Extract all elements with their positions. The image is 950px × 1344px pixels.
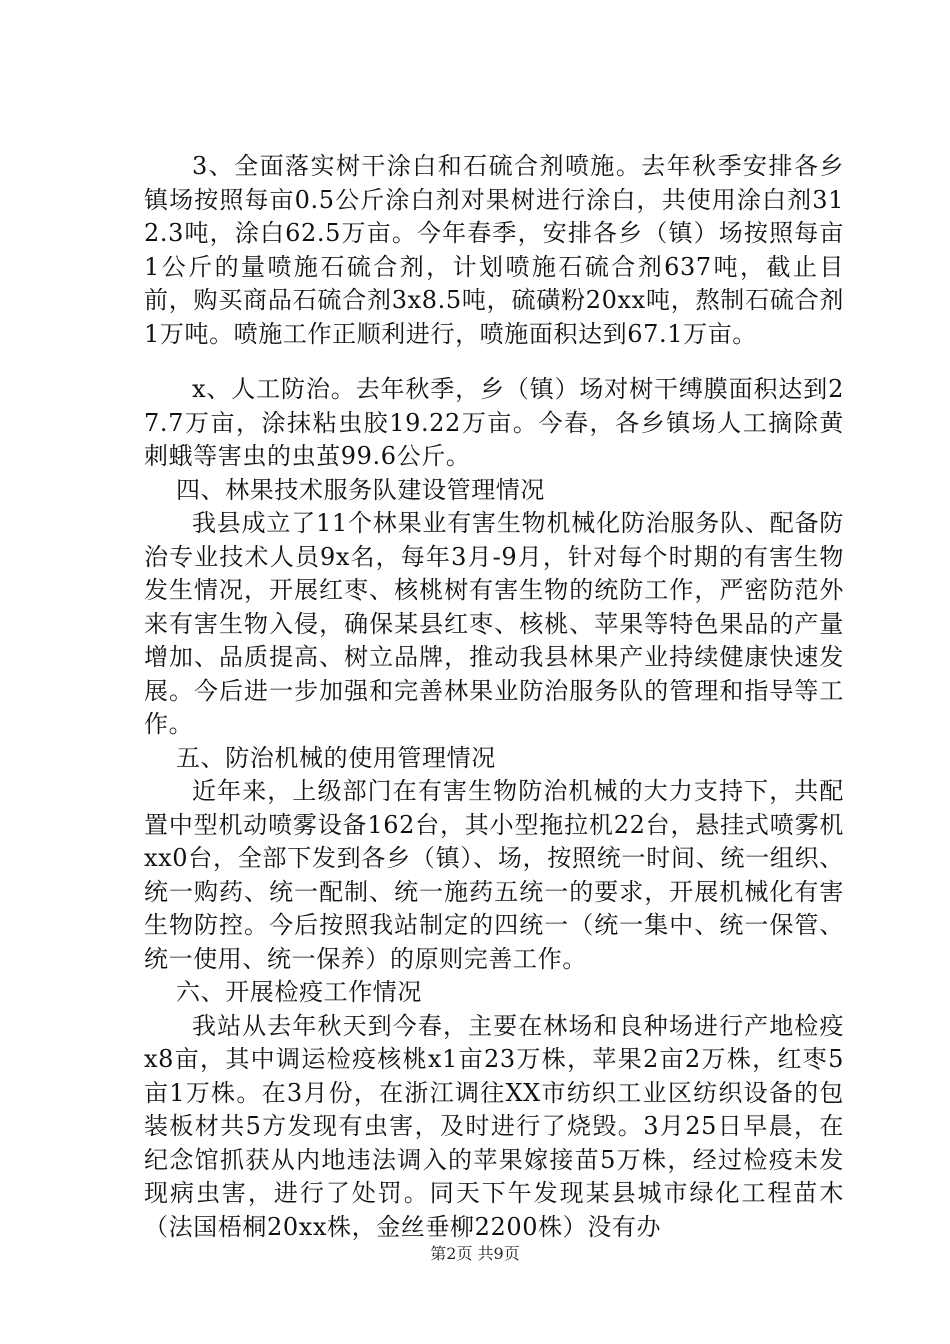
page-footer: 第2页 共9页 (430, 1244, 520, 1263)
paragraph-lime-sulfur: 3、全面落实树干涂白和石硫合剂喷施。去年秋季安排各乡镇场按照每亩0.5公斤涂白剂对果树进行涂白，共使用涂白剂312.3吨，涂白62.5万亩。今年春季，安排各乡（镇）场按照每亩1公斤的量喷施石硫合剂，计划喷施石硫合剂637吨，截止目前，购买商品石硫合剂3x8.5吨，硫磺粉20xx吨，熬制石硫合剂1万吨。喷施工作正顺利进行，喷施面积达到67.1万亩。 (144, 152, 844, 348)
paragraph-machinery: 近年来，上级部门在有害生物防治机械的大力支持下，共配置中型机动喷雾设备162台，其小型拖拉机22台，悬挂式喷雾机xx0台，全部下发到各乡（镇）、场，按照统一时间、统一组织、统一购药、统一配制、统一施药五统一的要求，开展机械化有害生物防控。今后按照我站制定的四统一（统一集中、统一保管、统一使用、统一保养）的原则完善工作。 (144, 777, 844, 973)
section-heading-service-team: 四、林果技术服务队建设管理情况 (176, 475, 545, 504)
paragraph-manual-control: x、人工防治。去年秋季，乡（镇）场对树干缚膜面积达到27.7万亩，涂抹粘虫胶19.22万亩。今春，各乡镇场人工摘除黄刺蛾等害虫的虫茧99.6公斤。 (144, 375, 844, 470)
document-body (144, 150, 844, 1244)
section-heading-machinery: 五、防治机械的使用管理情况 (176, 743, 496, 772)
paragraph-quarantine: 我站从去年秋天到今春，主要在林场和良种场进行产地检疫x8亩，其中调运检疫核桃x1亩23万株，苹果2亩2万株，红枣5亩1万株。在3月份，在浙江调往XX市纺织工业区纺织设备的包装板材共5方发现有虫害，及时进行了烧毁。3月25日早晨，在纪念馆抓获从内地违法调入的苹果嫁接苗5万株，经过检疫未发现病虫害，进行了处罚。同天下午发现某县城市绿化工程苗木（法国梧桐20xx株，金丝垂柳2200株）没有办 (144, 1011, 844, 1241)
section-heading-quarantine: 六、开展检疫工作情况 (176, 978, 422, 1006)
paragraph-service-team: 我县成立了11个林果业有害生物机械化防治服务队、配备防治专业技术人员9x名，每年3月-9月，针对每个时期的有害生物发生情况，开展红枣、核桃树有害生物的统防工作，严密防范外来有害生物入侵，确保某县红枣、核桃、苹果等特色果品的产量增加、品质提高、树立品牌，推动我县林果产业持续健康快速发展。今后进一步加强和完善林果业防治服务队的管理和指导等工作。 (144, 509, 844, 738)
